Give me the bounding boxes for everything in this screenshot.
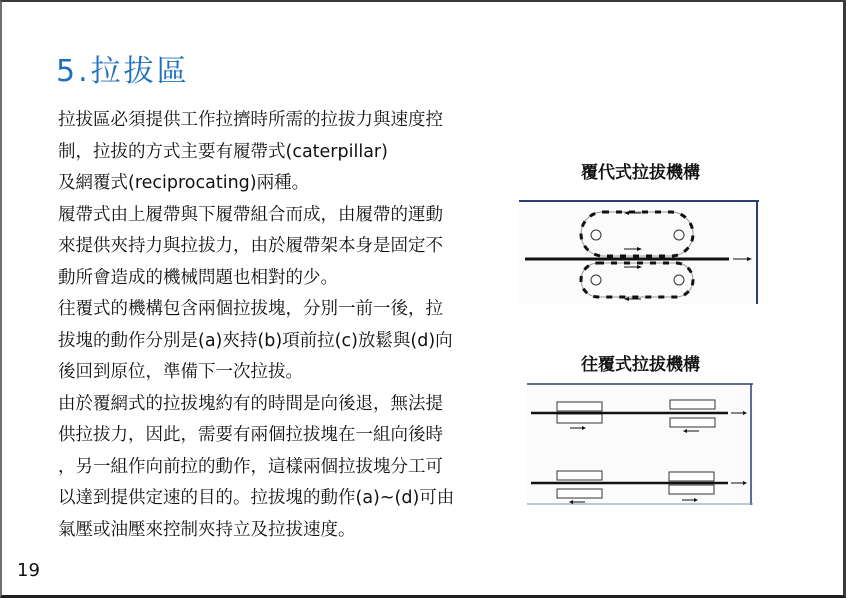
body-line: 及網覆式(reciprocating)兩種。	[58, 173, 310, 193]
page-title: 5.拉拔區	[56, 54, 190, 89]
body-line: 往覆式的機構包含兩個拉拔塊，分別一前一後，拉	[58, 299, 443, 319]
body-line: 履帶式由上履帶與下履帶組合而成，由履帶的運動	[58, 204, 443, 225]
body-line: 供拉拔力，因此，需要有兩個拉拔塊在一組向後時	[58, 425, 443, 445]
body-line: 氣壓或油壓來控制夾持立及拉拔速度。	[58, 519, 356, 540]
caterpillar-figure-caption: 覆代式拉拔機構	[581, 163, 700, 183]
body-line: 由於覆網式的拉拔塊約有的時間是向後退，無法提	[58, 393, 443, 414]
body-paragraphs	[58, 105, 498, 546]
reciprocating-figure	[527, 383, 753, 505]
body-line: 後回到原位，準備下一次拉拔。	[58, 362, 303, 382]
reciprocating-puller-diagram-icon	[527, 383, 753, 505]
body-line: 拔塊的動作分別是(a)夾持(b)項前拉(c)放鬆與(d)向	[58, 330, 453, 351]
body-line: 動所會造成的機械問題也相對的少。	[58, 267, 338, 288]
caterpillar-puller-diagram-icon	[519, 200, 759, 304]
reciprocating-figure-caption: 往覆式拉拔機構	[581, 355, 700, 375]
body-line: ，另一組作向前拉的動作，這樣兩個拉拔塊分工可	[58, 456, 443, 477]
body-line: 制，拉拔的方式主要有履帶式(caterpillar)	[58, 141, 388, 162]
body-line: 來提供夾持力與拉拔力，由於履帶架本身是固定不	[58, 236, 443, 256]
body-line: 拉拔區必須提供工作拉擠時所需的拉拔力與速度控	[58, 110, 443, 130]
page-number: 19	[17, 560, 40, 581]
body-line: 以達到提供定速的目的。拉拔塊的動作(a)~(d)可由	[58, 488, 455, 508]
caterpillar-figure	[519, 200, 759, 304]
